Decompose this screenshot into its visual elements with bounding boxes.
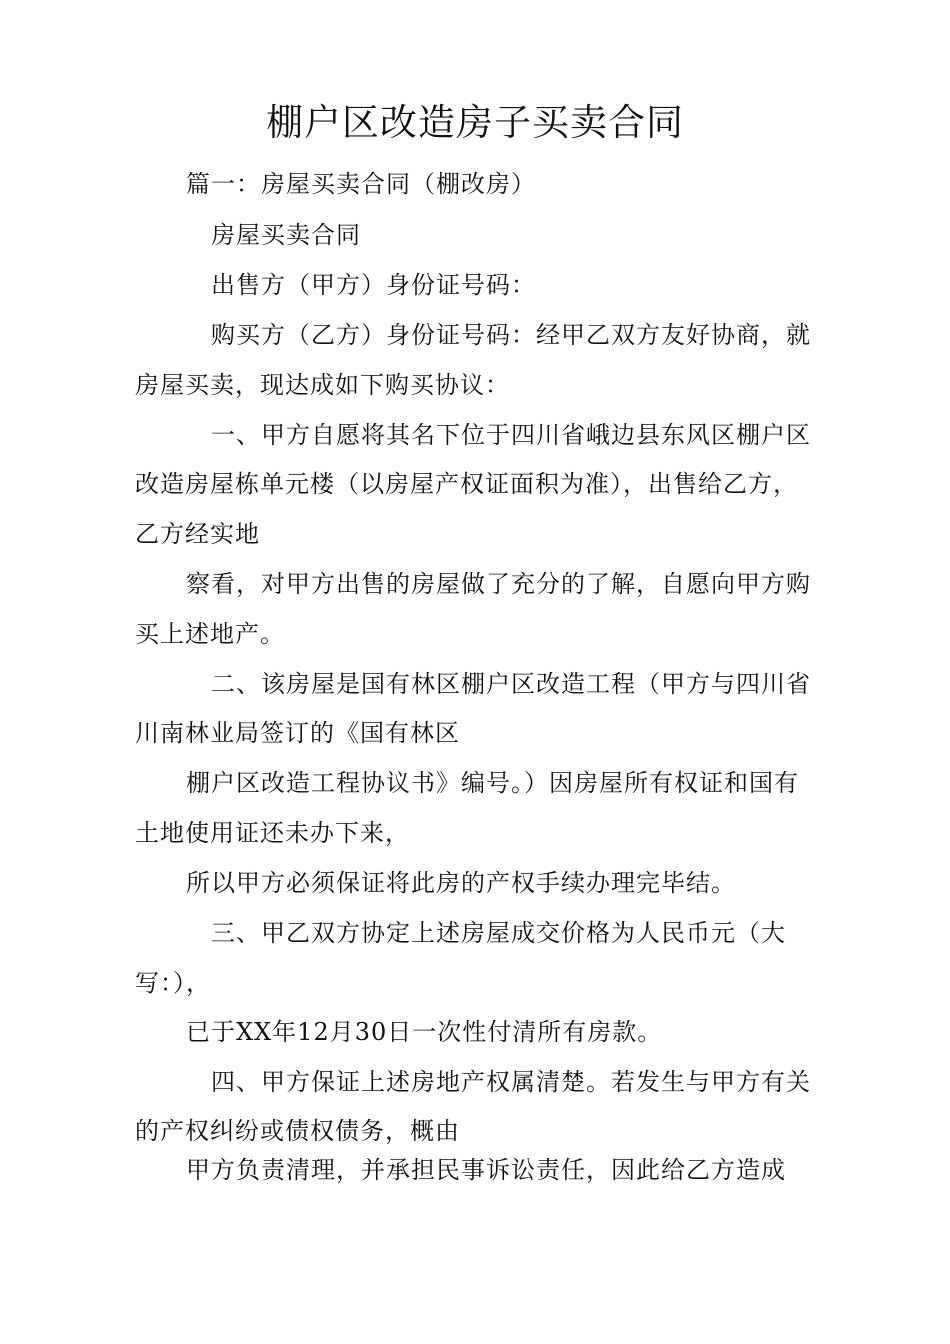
- text-line: 的产权纠纷或债权债务，概由: [135, 1117, 460, 1145]
- text-line: 所以甲方必须保证将此房的产权手续办理完毕结。: [186, 869, 736, 897]
- text-line: 察看，对甲方出售的房屋做了充分的了解，自愿向甲方购: [186, 570, 811, 598]
- text-line: 出售方（甲方）身份证号码：: [211, 271, 536, 299]
- text-line: 房屋买卖，现达成如下购买协议：: [135, 371, 510, 399]
- text-line: 写：），: [135, 969, 211, 997]
- text-line: 乙方经实地: [135, 520, 260, 548]
- text-line: 已于XX年12月30日一次性付清所有房款。: [186, 1018, 663, 1046]
- text-line: 二、该房屋是国有林区棚户区改造工程（甲方与四川省: [211, 670, 811, 698]
- text-line: 甲方负责清理，并承担民事诉讼责任，因此给乙方造成: [186, 1156, 786, 1184]
- text-line: 篇一：房屋买卖合同（棚改房）: [186, 170, 536, 198]
- text-line: 四、甲方保证上述房地产权属清楚。若发生与甲方有关: [211, 1068, 811, 1096]
- text-line: 三、甲乙双方协定上述房屋成交价格为人民币元（大: [211, 919, 786, 947]
- text-line: 改造房屋栋单元楼（以房屋产权证面积为准），出售给乙方，: [135, 470, 798, 498]
- text-line: 房屋买卖合同: [211, 221, 361, 249]
- document-title: 棚户区改造房子买卖合同: [266, 101, 684, 144]
- text-line: 土地使用证还未办下来，: [135, 819, 410, 847]
- text-line: 购买方（乙方）身份证号码：经甲乙双方友好协商，就: [211, 321, 811, 349]
- text-line: 买上述地产。: [135, 620, 285, 648]
- text-line: 川南林业局签订的《国有林区: [135, 719, 460, 747]
- text-line: 棚户区改造工程协议书》编号。）因房屋所有权证和国有: [186, 769, 799, 797]
- text-line: 一、甲方自愿将其名下位于四川省峨边县东风区棚户区: [211, 421, 811, 449]
